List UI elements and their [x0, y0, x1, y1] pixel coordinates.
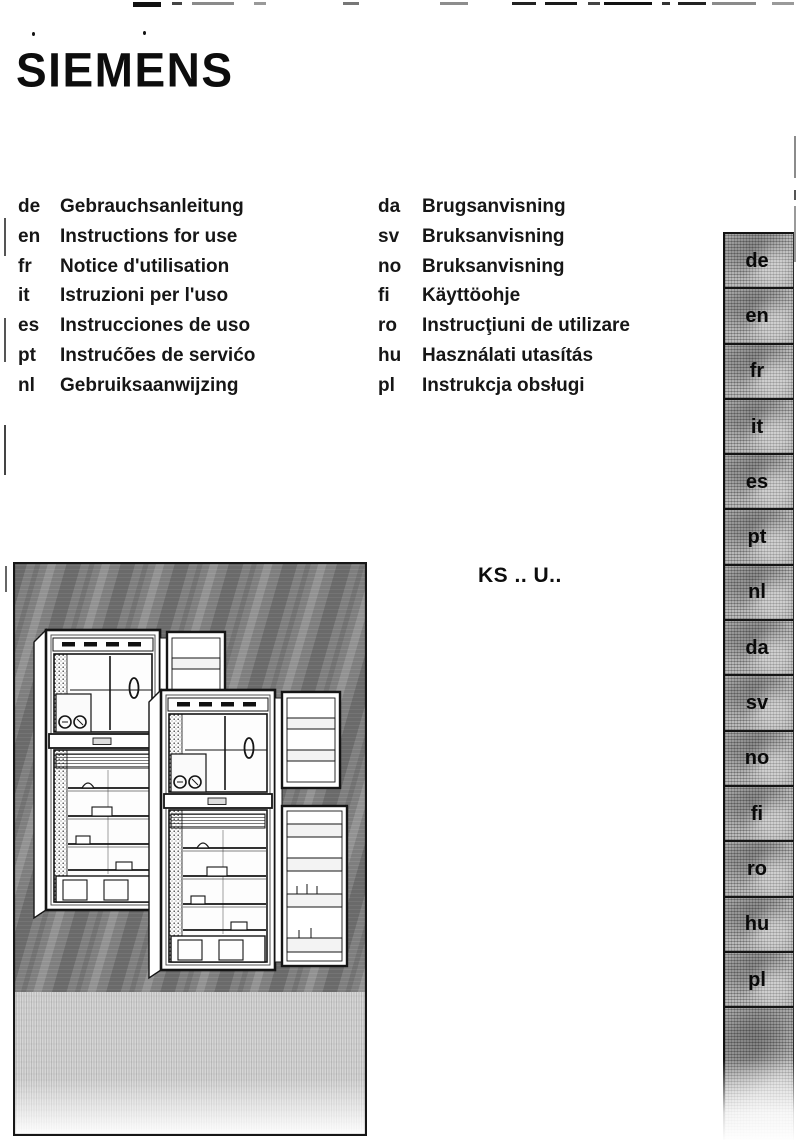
language-title: Gebruiksaanwijzing — [60, 374, 239, 396]
language-title: Instrukcja obsługi — [422, 374, 585, 396]
language-title: Instructions for use — [60, 225, 238, 247]
tab-label: es — [745, 470, 769, 493]
language-tab-fi — [725, 785, 794, 840]
language-title: Gebrauchsanleitung — [60, 196, 244, 217]
language-title: Instrucţiuni de utilizare — [422, 315, 630, 337]
language-code: no — [378, 255, 402, 277]
language-entry-pl — [378, 375, 630, 405]
tab-label: no — [744, 747, 770, 770]
language-tab-it — [725, 398, 794, 453]
tab-label: hu — [744, 913, 770, 936]
tab-strip-filler — [725, 1006, 794, 1140]
language-tab-en — [725, 287, 794, 342]
tab-label: pt — [747, 526, 767, 549]
language-tab-pl — [725, 951, 794, 1006]
language-code: es — [18, 315, 40, 337]
language-entry-da — [378, 196, 630, 226]
language-tab-pt — [725, 508, 794, 563]
language-entry-fr — [18, 256, 255, 286]
scan-artifact — [794, 206, 796, 262]
scan-artifact — [678, 2, 706, 5]
language-code: en — [18, 225, 41, 247]
language-title: Istruzioni per l'uso — [60, 285, 229, 307]
language-code: fr — [18, 255, 32, 277]
scan-artifact — [545, 2, 577, 5]
tab-label: en — [745, 304, 769, 327]
scan-artifact — [604, 2, 652, 5]
scan-artifact — [772, 2, 794, 5]
scan-artifact — [440, 2, 468, 5]
scan-artifact — [588, 2, 600, 5]
tab-label: fi — [750, 802, 764, 825]
tab-label: nl — [748, 581, 766, 604]
language-entry-no — [378, 256, 630, 286]
language-tab-sv — [725, 674, 794, 729]
language-entry-ro — [378, 315, 630, 345]
language-code: pl — [378, 374, 395, 396]
scan-artifact — [794, 136, 796, 178]
language-title: Käyttöohje — [422, 285, 521, 307]
tab-label: pl — [748, 968, 766, 991]
language-code: fi — [378, 285, 390, 307]
language-list-left — [18, 196, 255, 405]
scan-artifact — [143, 31, 146, 35]
refrigerators-illustration — [13, 562, 367, 1136]
tab-label: fr — [749, 360, 765, 383]
language-entry-sv — [378, 226, 630, 256]
language-entry-pt — [18, 345, 255, 375]
tab-label: it — [750, 415, 764, 438]
language-title: Bruksanvisning — [422, 225, 565, 247]
language-title: Notice d'utilisation — [60, 255, 230, 277]
language-entry-en — [18, 226, 255, 256]
scan-artifact — [512, 2, 536, 5]
language-tab-hu — [725, 896, 794, 951]
scan-artifact — [172, 2, 182, 5]
model-designation: KS .. U.. — [478, 564, 562, 587]
scan-artifact — [794, 190, 796, 200]
language-title: Instrucciones de uso — [60, 315, 251, 337]
tab-label: ro — [747, 857, 767, 880]
tab-label: da — [745, 636, 769, 659]
tab-label: sv — [745, 692, 769, 715]
language-entry-it — [18, 285, 255, 315]
tab-label: de — [745, 249, 769, 272]
language-tab-es — [725, 453, 794, 508]
language-title: Bruksanvisning — [422, 255, 565, 277]
language-tab-ro — [725, 840, 794, 895]
scan-artifact — [32, 32, 35, 36]
language-code: da — [378, 196, 401, 217]
scan-artifact — [343, 2, 359, 5]
language-title: Használati utasítás — [422, 344, 594, 366]
scan-artifact — [4, 318, 6, 362]
scan-artifact — [4, 218, 6, 256]
language-code: hu — [378, 344, 402, 366]
language-entry-nl — [18, 375, 255, 405]
language-code: sv — [378, 225, 400, 247]
language-tab-nl — [725, 564, 794, 619]
scan-artifact — [5, 566, 7, 592]
scan-artifact — [712, 2, 756, 5]
language-code: de — [18, 196, 41, 217]
scan-artifact — [662, 2, 670, 5]
language-tab-strip — [723, 232, 794, 1140]
language-tab-de — [725, 232, 794, 287]
language-code: pt — [18, 344, 36, 366]
language-tab-fr — [725, 343, 794, 398]
brand-logo: SIEMENS — [16, 43, 234, 98]
language-code: ro — [378, 315, 397, 337]
scan-artifact — [133, 2, 161, 7]
language-entry-es — [18, 315, 255, 345]
language-entry-hu — [378, 345, 630, 375]
language-list-right — [378, 196, 630, 405]
scan-artifact — [4, 425, 6, 475]
language-code: nl — [18, 374, 35, 396]
language-title: Brugsanvisning — [422, 196, 566, 217]
language-entry-de — [18, 196, 255, 226]
language-code: it — [18, 285, 30, 307]
language-tab-da — [725, 619, 794, 674]
language-entry-fi — [378, 285, 630, 315]
scan-artifact — [192, 2, 234, 5]
language-tab-no — [725, 730, 794, 785]
language-title: Instrućões de servićo — [60, 344, 256, 366]
scan-artifact — [254, 2, 266, 5]
